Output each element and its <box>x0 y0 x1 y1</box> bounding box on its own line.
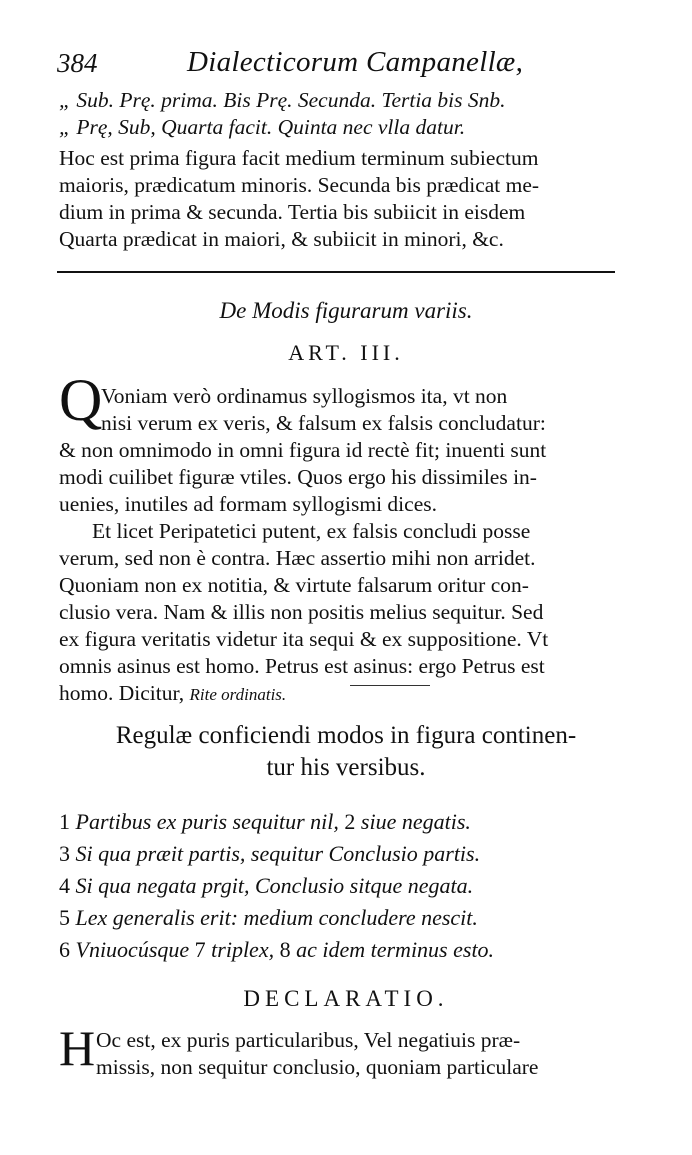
verse-number: 1 <box>59 809 70 834</box>
verse-text: Si qua præit partis, sequitur Conclusio partis. <box>75 841 481 866</box>
verse-line: „ Sub. Prę. prima. Bis Prę. Secunda. Tertia bis Snb. <box>59 88 506 112</box>
prose-line: Quarta prædicat in maiori, & subiicit in minori, &c. <box>59 227 504 251</box>
verse-text: triplex, <box>211 937 280 962</box>
page-header <box>57 44 647 84</box>
prose-line: omnis asinus est homo. Petrus est asinus: ergo Petrus est <box>59 654 545 678</box>
verse-text: Vniuocúsque <box>75 937 195 962</box>
rule-verse <box>59 936 494 963</box>
prose-line: Oc est, ex puris particularibus, Vel negatiuis præ- <box>96 1028 521 1052</box>
verse-number: 4 <box>59 873 70 898</box>
rule-verse <box>59 872 473 899</box>
verse-number: 2 <box>344 809 356 834</box>
prose-line: uenies, inutiles ad formam syllogismi dices. <box>59 492 437 516</box>
rules-heading-line: Regulæ conficiendi modos in figura continen- <box>115 722 577 749</box>
verse-number: 8 <box>279 937 291 962</box>
prose-line: modi cuilibet figuræ vtiles. Quos ergo his dissimiles in- <box>59 465 537 489</box>
article-heading: ART. III. <box>288 340 404 365</box>
italic-phrase: Rite ordinatis. <box>189 685 287 704</box>
verse-text: Partibus ex puris sequitur nil, <box>75 809 345 834</box>
page-number: 384 <box>57 48 98 78</box>
prose-line: maioris, prædicatum minoris. Secunda bis prædicat me- <box>59 173 540 197</box>
drop-cap: Q <box>59 367 103 433</box>
prose-line: & non omnimodo in omni figura id rectè fit; inuenti sunt <box>59 438 547 462</box>
verse-line: „ Prę, Sub, Quarta facit. Quinta nec vlla datur. <box>59 115 466 139</box>
prose-line: ex figura veritatis videtur ita sequi & ex suppositione. Vt <box>59 627 549 651</box>
prose-line: dium in prima & secunda. Tertia bis subiicit in eisdem <box>59 200 526 224</box>
drop-cap: H <box>59 1020 96 1076</box>
verse-text: Si qua negata prgit, Conclusio sitque negata. <box>75 873 474 898</box>
prose-line: Hoc est prima figura facit medium terminum subiectum <box>59 146 539 170</box>
verse-number: 3 <box>59 841 70 866</box>
verse-number: 7 <box>194 937 206 962</box>
rules-heading-line: tur his versibus. <box>266 754 426 781</box>
prose-line <box>59 680 286 708</box>
prose-line: nisi verum ex veris, & falsum ex falsis concludatur: <box>101 411 546 435</box>
verse-text: Lex generalis erit: medium concludere nescit. <box>75 905 478 930</box>
declaratio-heading: DECLARATIO. <box>243 986 449 1011</box>
rule-verse <box>59 904 478 931</box>
prose-line: verum, sed non è contra. Hæc assertio mihi non arridet. <box>59 546 536 570</box>
prose-line: clusio vera. Nam & illis non positis melius sequitur. Sed <box>59 600 544 624</box>
prose-line: missis, non sequitur conclusio, quoniam particulare <box>96 1055 539 1079</box>
verse-number: 5 <box>59 905 70 930</box>
verse-number: 6 <box>59 937 70 962</box>
horizontal-rule <box>57 271 615 273</box>
prose-line: Quoniam non ex notitia, & virtute falsarum oritur con- <box>59 573 529 597</box>
section-title: De Modis figurarum variis. <box>219 298 473 323</box>
running-title: Dialecticorum Campanellæ, <box>187 46 524 78</box>
prose-line: Et licet Peripatetici putent, ex falsis concludi posse <box>92 519 531 543</box>
trailing-rule <box>350 685 430 686</box>
rule-verse <box>59 840 480 867</box>
prose-text: homo. Dicitur, <box>59 681 190 705</box>
verse-text: siue negatis. <box>360 809 471 834</box>
rule-verse <box>59 808 471 835</box>
verse-text: ac idem terminus esto. <box>296 937 495 962</box>
prose-line: Voniam verò ordinamus syllogismos ita, vt non <box>101 384 508 408</box>
